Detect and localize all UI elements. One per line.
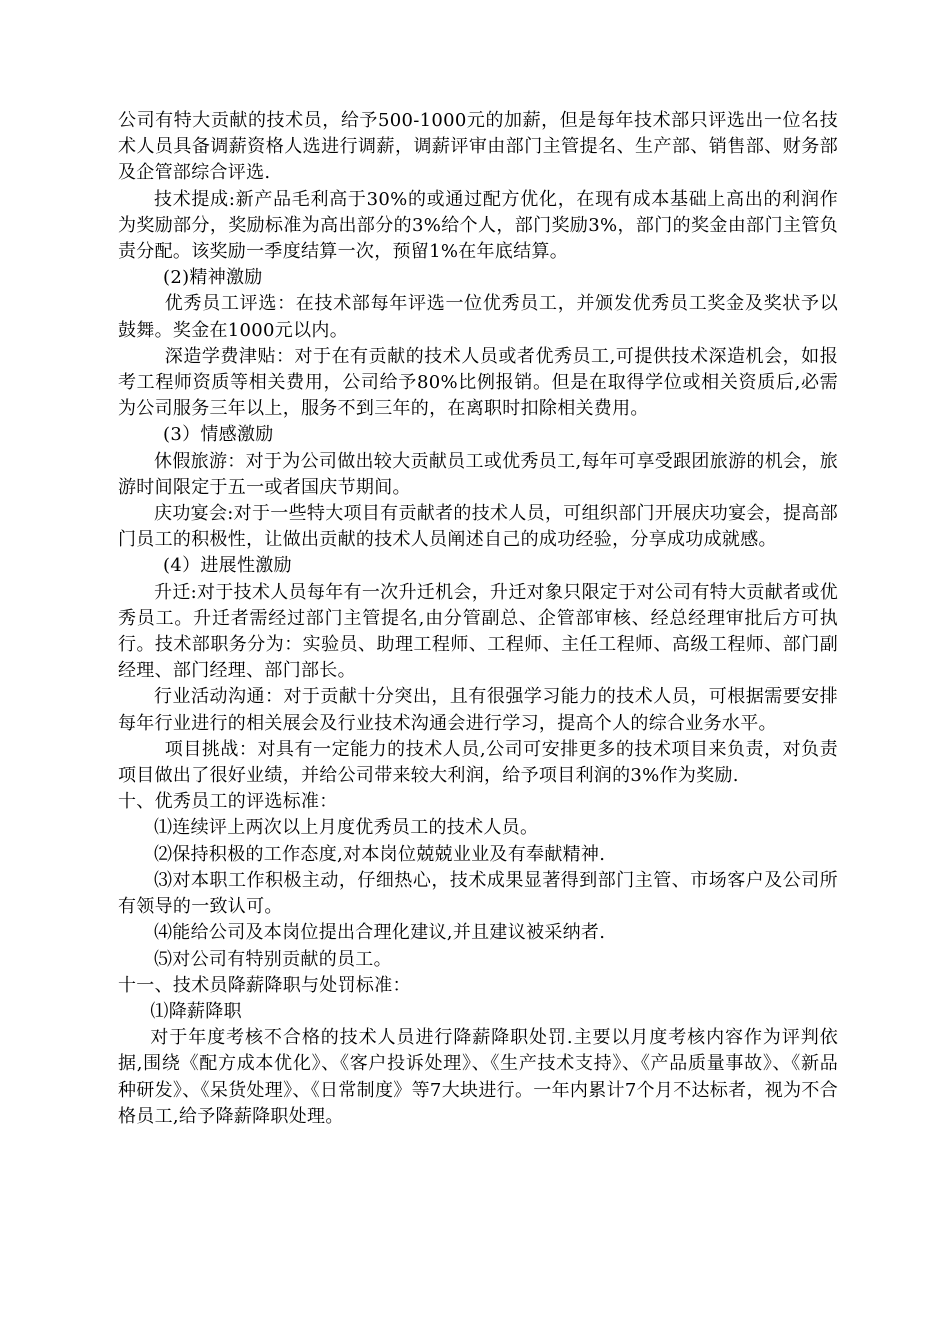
paragraph-project-challenge: 项目挑战：对具有一定能力的技术人员,公司可安排更多的技术项目来负责，对负责项目做出了很好业绩，并给公司带来较大利润，给予项目利润的3%作为奖励. [118, 738, 838, 787]
heading-section-ten: 十、优秀员工的评选标准： [118, 791, 338, 813]
list-item-criterion-2: ⑵保持积极的工作态度,对本岗位兢兢业业及有奉献精神. [154, 843, 606, 865]
heading-section-eleven: 十一、技术员降薪降职与处罚标准： [118, 974, 411, 996]
list-item-criterion-3: ⑶对本职工作积极主动，仔细热心，技术成果显著得到部门主管、市场客户及公司所有领导的一致认可。 [118, 869, 838, 918]
list-item-criterion-5: ⑸对公司有特别贡献的员工。 [154, 948, 392, 970]
paragraph-industry-communication: 行业活动沟通：对于贡献十分突出，且有很强学习能力的技术人员，可根据需要安排每年行业进行的相关展会及行业技术沟通会进行学习，提高个人的综合业务水平。 [118, 686, 838, 734]
paragraph-promotion: 升迁:对于技术人员每年有一次升迁机会，升迁对象只限定于对公司有特大贡献者或优秀员工。升迁者需经过部门主管提名,由分管副总、企管部审核、经总经理审批后方可执行。技术部职务分为：实验员、助理工程师、工程师、主任工程师、高级工程师、部门副经理、部门经理、部门部长。 [118, 581, 838, 682]
list-item-criterion-4: ⑷能给公司及本岗位提出合理化建议,并且建议被采纳者. [154, 922, 606, 944]
paragraph-study-allowance: 深造学费津贴：对于在有贡献的技术人员或者优秀员工,可提供技术深造机会，如报考工程师资质等相关费用，公司给予80%比例报销。但是在取得学位或相关资质后,必需为公司服务三年以上，服务不到三年的，在离职时扣除相关费用。 [118, 345, 838, 420]
heading-spiritual-incentive: (2)精神激励 [163, 267, 263, 289]
paragraph-demotion-rules: 对于年度考核不合格的技术人员进行降薪降职处罚.主要以月度考核内容作为评判依据,围绕《配方成本优化》、《客户投诉处理》、《生产技术支持》、《产品质量事故》、《新品种研发》、《呆货处理》、《日常制度》等7大块进行。一年内累计7个月不达标者，视为不合格员工,给予降薪降职处理。 [118, 1027, 838, 1127]
list-item-criterion-1: ⑴连续评上两次以上月度优秀员工的技术人员。 [154, 817, 539, 839]
heading-demotion: ⑴降薪降职 [150, 1000, 242, 1022]
paragraph-vacation-travel: 休假旅游：对于为公司做出较大贡献员工或优秀员工,每年可享受跟团旅游的机会，旅游时间限定于五一或者国庆节期间。 [118, 450, 838, 498]
heading-emotional-incentive: (3）情感激励 [163, 424, 274, 446]
paragraph-outstanding-employee: 优秀员工评选：在技术部每年评选一位优秀员工，并颁发优秀员工奖金及奖状予以鼓舞。奖金在1000元以内。 [118, 293, 838, 341]
paragraph-celebration-banquet: 庆功宴会:对于一些特大项目有贡献者的技术人员，可组织部门开展庆功宴会，提高部门员工的积极性，让做出贡献的技术人员阐述自己的成功经验，分享成功成就感。 [118, 503, 838, 551]
paragraph-salary-raise: 公司有特大贡献的技术员，给予500-1000元的加薪，但是每年技术部只评选出一位名技术人员具备调薪资格人选进行调薪，调薪评审由部门主管提名、生产部、销售部、财务部及企管部综合评选. [118, 110, 838, 184]
paragraph-tech-commission: 技术提成:新产品毛利高于30%的或通过配方优化，在现有成本基础上高出的利润作为奖励部分，奖励标准为高出部分的3%给个人，部门奖励3%，部门的奖金由部门主管负责分配。该奖励一季度结算一次，预留1%在年底结算。 [118, 188, 838, 263]
document-page [118, 108, 838, 1130]
heading-developmental-incentive: (4）进展性激励 [163, 555, 292, 577]
